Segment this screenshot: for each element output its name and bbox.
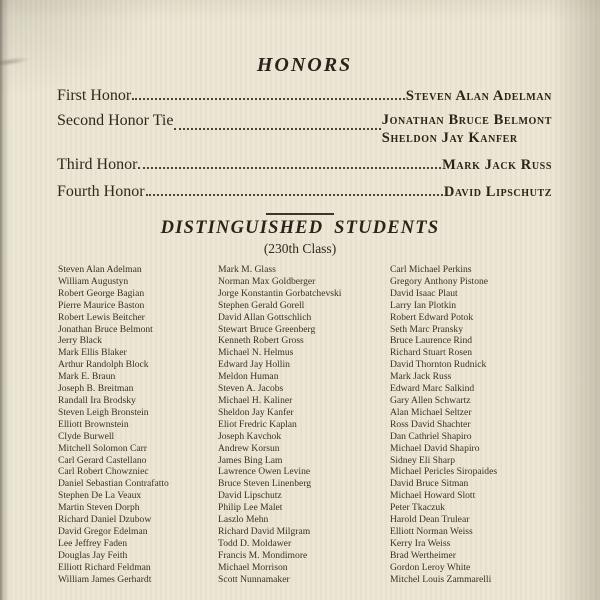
student-name: Carl Gerard Castellano — [58, 454, 147, 466]
honor-row-fourth — [57, 183, 552, 201]
student-name: Stephen Gerald Gorell — [218, 299, 305, 311]
student-name: Todd D. Moldawer — [218, 537, 292, 549]
honor-name: Steven Alan Adelman — [405, 88, 552, 104]
dotted-leader — [174, 128, 380, 130]
student-name: Lee Jeffrey Faden — [58, 537, 128, 549]
student-name: Peter Tkaczuk — [390, 502, 445, 514]
student-name: Randall Ira Brodsky — [58, 394, 136, 406]
student-name: Francis M. Mondimore — [218, 549, 308, 561]
student-name: Clyde Burwell — [58, 430, 115, 442]
student-name: Pierre Maurice Baston — [58, 299, 145, 311]
honor-label: Fourth Honor — [57, 183, 145, 200]
honor-row-first — [57, 87, 552, 105]
student-name: Richard David Milgram — [218, 525, 311, 537]
honor-label: Second Honor Tie — [57, 112, 174, 129]
student-name: Jorge Konstantin Gorbatchevski — [218, 287, 342, 299]
student-name: Bruce Laurence Rind — [390, 335, 473, 347]
student-name: Meldon Human — [218, 371, 279, 383]
student-name: Gary Allen Schwartz — [390, 394, 471, 406]
student-name: David Thornton Rudnick — [390, 359, 487, 371]
student-name: Joseph Kavchok — [218, 430, 282, 442]
student-name: Michael H. Kaliner — [218, 394, 293, 406]
student-name: Carl Robert Chowzniec — [58, 466, 149, 478]
dotted-leader — [146, 194, 443, 196]
student-name: Mitchel Louis Zammarelli — [390, 573, 492, 585]
student-name: Edward Jay Hollin — [218, 359, 290, 371]
section-divider — [266, 213, 334, 215]
student-name: Sidney Eli Sharp — [390, 454, 456, 466]
students-column-3 — [390, 264, 552, 585]
student-name: Andrew Korsun — [218, 442, 280, 454]
student-name: Joseph B. Breitman — [58, 383, 134, 395]
student-name: Elliott Richard Feldman — [58, 561, 151, 573]
student-name: Richard Daniel Dzubow — [58, 514, 152, 526]
student-name: Michael Howard Slott — [390, 490, 476, 502]
student-name: Norman Max Goldberger — [218, 275, 316, 287]
distinguished-students-section — [0, 218, 600, 585]
student-name: Harold Dean Trulear — [390, 514, 470, 526]
student-name: David Isaac Plaut — [390, 287, 458, 299]
student-name: Sheldon Jay Kanfer — [218, 406, 294, 418]
student-name: Elliott Norman Weiss — [390, 525, 473, 537]
student-name: Stewart Bruce Greenberg — [218, 323, 316, 335]
distinguished-title: DISTINGUISHED STUDENTS — [160, 218, 440, 238]
student-name: David Gregor Edelman — [58, 525, 148, 537]
honor-name: Sheldon Jay Kanfer — [381, 130, 518, 146]
student-name: Gregory Anthony Pistone — [390, 275, 489, 287]
student-name: Steven A. Jacobs — [218, 383, 284, 395]
honor-label: First Honor — [57, 87, 132, 104]
honor-name: Mark Jack Russ — [442, 157, 552, 173]
student-name: Steven Alan Adelman — [58, 264, 142, 275]
student-name: Michael Morrison — [218, 561, 288, 573]
student-name: Michael N. Helmus — [218, 347, 294, 359]
student-name: Philip Lee Malet — [218, 502, 283, 514]
student-name: James Bing Lam — [218, 454, 283, 466]
student-name: Robert George Bagian — [58, 287, 145, 299]
student-name: Jerry Black — [58, 335, 102, 347]
honor-row-second-tie — [57, 111, 552, 147]
student-name: Robert Lewis Beitcher — [58, 311, 145, 323]
dotted-leader — [132, 98, 405, 100]
student-name: Jonathan Bruce Belmont — [58, 323, 153, 335]
student-name: Brad Wertheimer — [390, 549, 456, 561]
student-name: Scott Nunnamaker — [218, 573, 290, 585]
honors-title: HONORS — [256, 54, 353, 76]
student-name: Mark M. Glass — [218, 264, 276, 275]
student-name: Alan Michael Seltzer — [390, 406, 472, 418]
honor-label: Third Honor — [57, 156, 138, 173]
student-name: Douglas Jay Feith — [58, 549, 128, 561]
student-name: Steven Leigh Bronstein — [58, 406, 149, 418]
student-name: David Lipschutz — [218, 490, 282, 502]
honor-names-stack — [382, 111, 552, 147]
student-name: David Bruce Sitman — [390, 478, 469, 490]
student-name: Bruce Steven Linenberg — [218, 478, 312, 490]
student-name: William James Gerhardt — [58, 573, 152, 585]
student-name: Dan Cathriel Shapiro — [390, 430, 472, 442]
student-name: Michael Pericles Siropaides — [390, 466, 498, 478]
student-name: Lawrence Owen Levine — [218, 466, 311, 478]
student-name: Kerry Ira Weiss — [390, 537, 451, 549]
student-name: William Augustyn — [58, 275, 129, 287]
class-subtitle: (230th Class) — [263, 241, 337, 256]
students-columns — [0, 264, 600, 585]
student-name: Stephen De La Veaux — [58, 490, 142, 502]
student-name: Carl Michael Perkins — [390, 264, 472, 275]
student-name: Mark Jack Russ — [390, 371, 452, 383]
student-name: Ross David Shachter — [390, 418, 471, 430]
student-name: Arthur Randolph Block — [58, 359, 149, 371]
student-name: Elliott Brownstein — [58, 418, 129, 430]
honors-section — [0, 54, 600, 201]
student-name: David Allan Gottschlich — [218, 311, 312, 323]
student-name: Daniel Sebastian Contrafatto — [58, 478, 169, 490]
student-name: Laszlo Mehn — [218, 514, 269, 526]
student-name: Kenneth Robert Gross — [218, 335, 304, 347]
student-name: Richard Stuart Rosen — [390, 347, 473, 359]
student-name: Mitchell Solomon Carr — [58, 442, 147, 454]
student-name: Seth Marc Pransky — [390, 323, 464, 335]
students-column-2 — [218, 264, 390, 585]
student-name: Mark Ellis Blaker — [58, 347, 127, 359]
students-column-1 — [58, 264, 218, 585]
student-name: Robert Edward Potok — [390, 311, 474, 323]
honor-row-third — [57, 156, 552, 174]
student-name: Eliot Fredric Kaplan — [218, 418, 297, 430]
dotted-leader — [138, 167, 441, 169]
honor-name: David Lipschutz — [443, 184, 552, 200]
student-name: Edward Marc Salkind — [390, 383, 475, 395]
student-name: Larry Ian Plotkin — [390, 299, 457, 311]
student-name: Mark E. Braun — [58, 371, 116, 383]
student-name: Gordon Leroy White — [390, 561, 471, 573]
student-name: Michael David Shapiro — [390, 442, 480, 454]
student-name: Martin Steven Dorph — [58, 502, 140, 514]
honor-name: Jonathan Bruce Belmont — [381, 112, 552, 128]
